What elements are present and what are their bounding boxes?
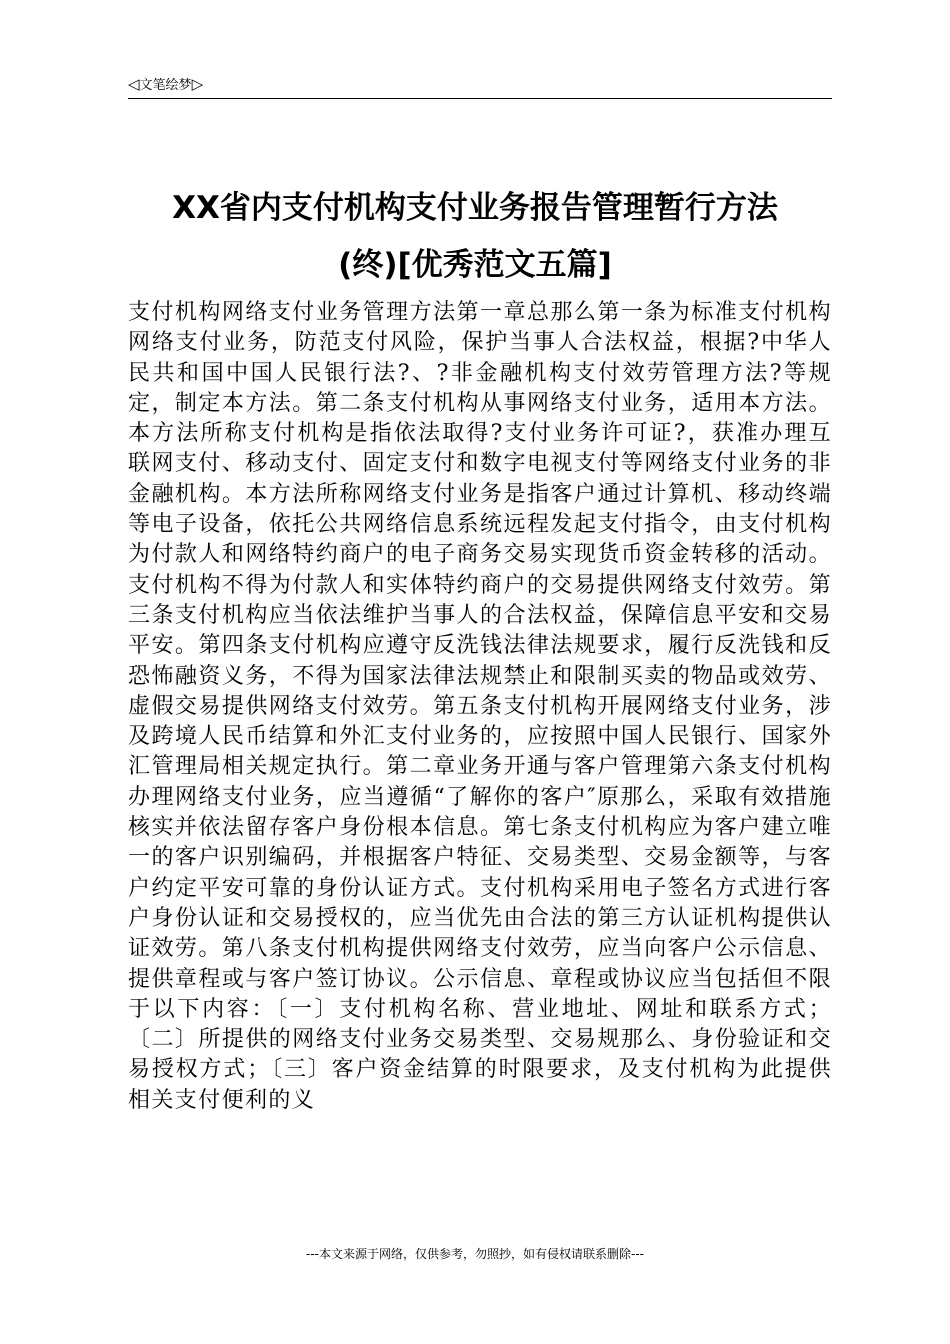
body-paragraph: 支付机构网络支付业务管理方法第一章总那么第一条为标准支付机构网络支付业务，防范支付风险，保护当事人合法权益，根据?中华人民共和国中国人民银行法?、?非金融机构支付效劳管理方法?等规定，制定本方法。第二条支付机构从事网络支付业务，适用本方法。本方法所称支付机构是指依法取得?支付业务许可证?，获准办理互联网支付、移动支付、固定支付和数字电视支付等网络支付业务的非金融机构。本方法所称网络支付业务是指客户通过计算机、移动终端等电子设备，依托公共网络信息系统远程发起支付指令，由支付机构为付款人和网络特约商户的电子商务交易实现货币资金转移的活动。支付机构不得为付款人和实体特约商户的交易提供网络支付效劳。第三条支付机构应当依法维护当事人的合法权益，保障信息平安和交易平安。第四条支付机构应遵守反洗钱法律法规要求，履行反洗钱和反恐怖融资义务，不得为国家法律法规禁止和限制买卖的物品或效劳、虚假交易提供网络支付效劳。第五条支付机构开展网络支付业务，涉及跨境人民币结算和外汇支付业务的，应按照中国人民银行、国家外汇管理局相关规定执行。第二章业务开通与客户管理第六条支付机构办理网络支付业务，应当遵循“了解你的客户″原那么，采取有效措施核实并依法留存客户身份根本信息。第七条支付机构应为客户建立唯一的客户识别编码，并根据客户特征、交易类型、交易金额等，与客户约定平安可靠的身份认证方式。支付机构采用电子签名方式进行客户身份认证和交易授权的，应当优先由合法的第三方认证机构提供认证效劳。第八条支付机构提供网络支付效劳，应当向客户公示信息、提供章程或与客户签订协议。公示信息、章程或协议应当包括但不限于以下内容：〔一〕支付机构名称、营业地址、网址和联系方式；〔二〕所提供的网络支付业务交易类型、交易规那么、身份验证和交易授权方式；〔三〕客户资金结算的时限要求，及支付机构为此提供相关支付便利的义 <box>128 300 832 1113</box>
right-triangle-mark: ▷ <box>191 75 204 93</box>
document-title-line-2: (终)[优秀范文五篇] <box>338 247 612 283</box>
header-text: 文笔绘梦 <box>139 78 192 93</box>
page-header <box>128 76 832 99</box>
page-footer: ---本文来源于网络，仅供参考，勿照抄，如有侵权请联系删除--- <box>306 1247 644 1261</box>
document-title-line-1: XX省内支付机构支付业务报告管理暂行方法 <box>172 190 778 226</box>
left-triangle-mark: ◁ <box>128 75 140 93</box>
